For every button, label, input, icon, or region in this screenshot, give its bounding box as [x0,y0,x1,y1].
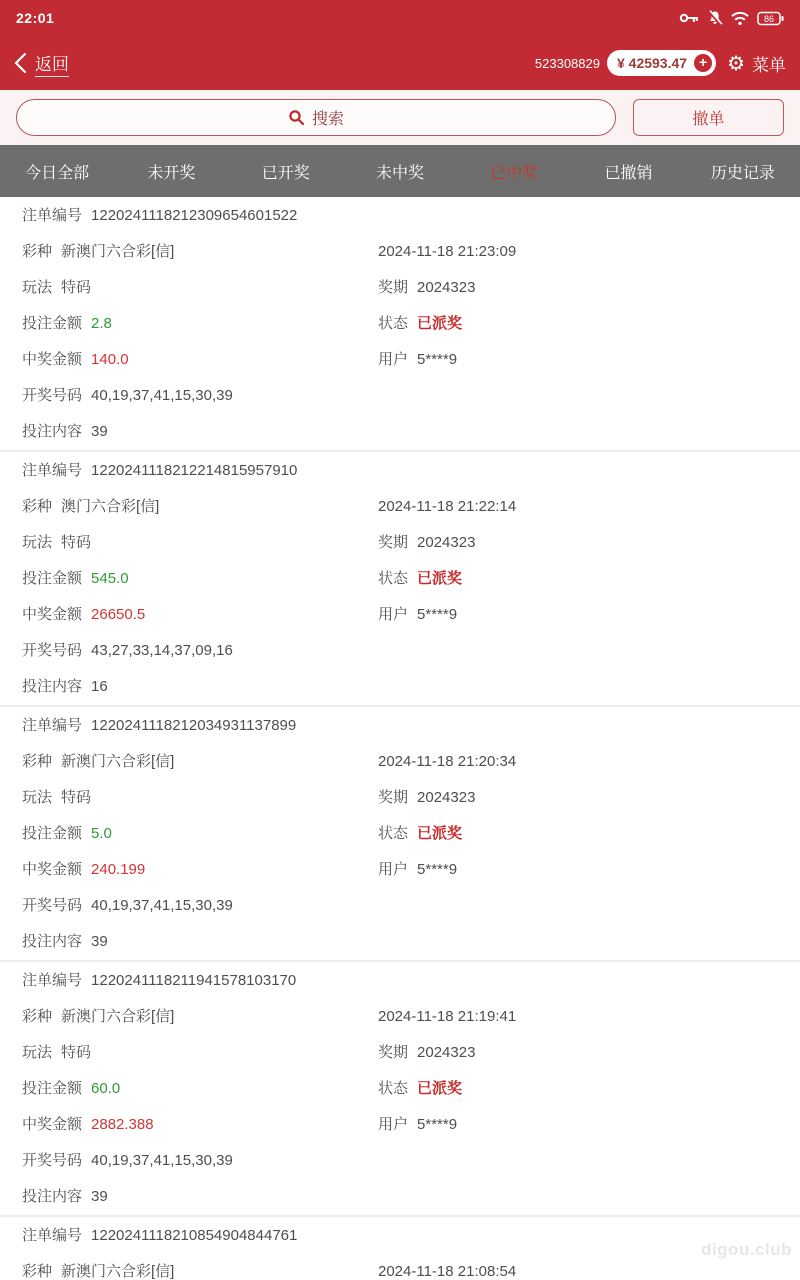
lottery-value: 新澳门六合彩[信] [61,1008,175,1025]
period-label: 奖期 [378,534,409,551]
bet-content-value: 39 [91,1188,108,1205]
lottery-label: 彩种 [22,1008,53,1025]
order-no-value: 1220241118212214815957910 [91,462,298,479]
draw-numbers-label: 开奖号码 [22,1152,83,1169]
tab-today-all[interactable]: 今日全部 [25,164,90,182]
period-value: 2024323 [417,534,476,551]
bet-amount-value: 60.0 [91,1080,121,1097]
order-no-value: 1220241118210854904844761 [91,1227,298,1244]
bet-content-label: 投注内容 [22,1188,83,1205]
bet-amount-label: 投注金额 [22,570,83,587]
win-amount-label: 中奖金额 [22,606,83,623]
bet-amount-value: 5.0 [91,825,112,842]
account-id: 523308829 [534,55,600,71]
record-list [0,197,800,1280]
win-amount-label: 中奖金额 [22,1116,83,1133]
bet-time: 2024-11-18 21:08:54 [378,1263,517,1280]
bet-time: 2024-11-18 21:22:14 [378,498,517,515]
user-value: 5****9 [417,351,458,368]
draw-numbers-value: 40,19,37,41,15,30,39 [91,897,233,914]
bet-record [0,452,800,707]
status-badge: 已派奖 [417,825,463,842]
status-badge: 已派奖 [417,1080,463,1097]
search-section [0,90,800,145]
search-icon [288,109,305,126]
lottery-label: 彩种 [22,753,53,770]
status-bar [0,0,800,36]
nav-right [535,50,786,76]
user-label: 用户 [378,1116,409,1133]
status-badge: 已派奖 [417,570,463,587]
tab-history[interactable]: 历史记录 [710,164,775,182]
order-no-label: 注单编号 [22,462,83,479]
draw-numbers-label: 开奖号码 [22,387,83,404]
search-input[interactable] [16,99,616,136]
bet-time: 2024-11-18 21:19:41 [378,1008,517,1025]
menu-button[interactable]: 菜单 [752,55,786,75]
back-button[interactable] [14,50,69,77]
wifi-icon [731,11,749,26]
order-no-value: 1220241118211941578103170 [91,972,297,989]
draw-numbers-value: 40,19,37,41,15,30,39 [91,1152,233,1169]
watermark: digou.club [701,1240,792,1259]
play-label: 玩法 [22,279,53,296]
balance-pill[interactable] [607,50,716,76]
bet-content-label: 投注内容 [22,678,83,695]
bet-record [0,1217,800,1280]
user-label: 用户 [378,861,409,878]
draw-numbers-label: 开奖号码 [22,897,83,914]
bet-time: 2024-11-18 21:20:34 [378,753,517,770]
period-value: 2024323 [417,789,476,806]
user-label: 用户 [378,606,409,623]
bet-amount-value: 2.8 [91,315,112,332]
topbar [0,0,800,90]
period-label: 奖期 [378,789,409,806]
period-label: 奖期 [378,279,409,296]
lottery-label: 彩种 [22,498,53,515]
order-no-value: 1220241118212309654601522 [91,207,298,224]
tab-not-drawn[interactable]: 未开奖 [147,164,196,182]
bet-record [0,962,800,1217]
win-amount-value: 140.0 [91,351,129,368]
lottery-value: 新澳门六合彩[信] [61,1263,175,1280]
bet-amount-value: 545.0 [91,570,129,587]
status-badge: 已派奖 [417,315,463,332]
win-amount-value: 2882.388 [91,1116,154,1133]
gear-icon[interactable]: ⚙ [727,51,745,75]
play-value: 特码 [61,1044,92,1061]
draw-numbers-label: 开奖号码 [22,642,83,659]
play-label: 玩法 [22,534,53,551]
lottery-value: 新澳门六合彩[信] [61,243,175,260]
battery-icon [757,11,784,26]
cancel-order-button[interactable]: 撤单 [633,99,784,136]
tab-drawn[interactable]: 已开奖 [261,164,310,182]
status-label: 状态 [378,570,409,587]
tab-won[interactable]: 已中奖 [490,164,539,182]
nav-bar [0,36,800,90]
bet-record [0,197,800,452]
order-no-value: 1220241118212034931137899 [91,717,297,734]
play-value: 特码 [61,534,92,551]
bet-amount-label: 投注金额 [22,315,83,332]
play-label: 玩法 [22,789,53,806]
win-amount-label: 中奖金额 [22,351,83,368]
refresh-balance-icon[interactable]: + [694,54,712,72]
bell-muted-icon [707,10,723,26]
tab-bar [0,145,800,197]
bet-content-label: 投注内容 [22,933,83,950]
status-label: 状态 [378,1080,409,1097]
draw-numbers-value: 40,19,37,41,15,30,39 [91,387,233,404]
period-label: 奖期 [378,1044,409,1061]
period-value: 2024323 [417,1044,476,1061]
play-value: 特码 [61,279,92,296]
order-no-label: 注单编号 [22,717,83,734]
tab-cancelled[interactable]: 已撤销 [604,164,653,182]
lottery-value: 澳门六合彩[信] [61,498,160,515]
win-amount-value: 26650.5 [91,606,146,623]
balance-amount: ¥ 42593.47 [616,55,688,71]
bet-time: 2024-11-18 21:23:09 [378,243,517,260]
order-no-label: 注单编号 [22,207,83,224]
battery-percent: 86 [763,13,775,24]
tab-not-won[interactable]: 未中奖 [375,164,424,182]
status-label: 状态 [378,315,409,332]
lottery-label: 彩种 [22,243,53,260]
bet-content-label: 投注内容 [22,423,83,440]
status-label: 状态 [378,825,409,842]
bet-content-value: 39 [91,423,108,440]
user-label: 用户 [378,351,409,368]
order-no-label: 注单编号 [22,1227,83,1244]
play-label: 玩法 [22,1044,53,1061]
clock: 22:01 [16,10,55,26]
bet-record [0,707,800,962]
period-value: 2024323 [417,279,476,296]
bet-content-value: 39 [91,933,108,950]
lottery-value: 新澳门六合彩[信] [61,753,175,770]
chevron-left-icon [14,52,27,74]
play-value: 特码 [61,789,92,806]
back-label: 返回 [35,50,69,77]
win-amount-label: 中奖金额 [22,861,83,878]
win-amount-value: 240.199 [91,861,146,878]
key-icon [679,11,699,25]
user-value: 5****9 [417,606,458,623]
lottery-label: 彩种 [22,1263,53,1280]
draw-numbers-value: 43,27,33,14,37,09,16 [91,642,233,659]
order-no-label: 注单编号 [22,972,83,989]
user-value: 5****9 [417,1116,458,1133]
bet-amount-label: 投注金额 [22,825,83,842]
status-icons [679,10,784,26]
user-value: 5****9 [417,861,458,878]
bet-content-value: 16 [91,678,108,695]
bet-amount-label: 投注金额 [22,1080,83,1097]
search-label: 搜索 [311,111,344,128]
